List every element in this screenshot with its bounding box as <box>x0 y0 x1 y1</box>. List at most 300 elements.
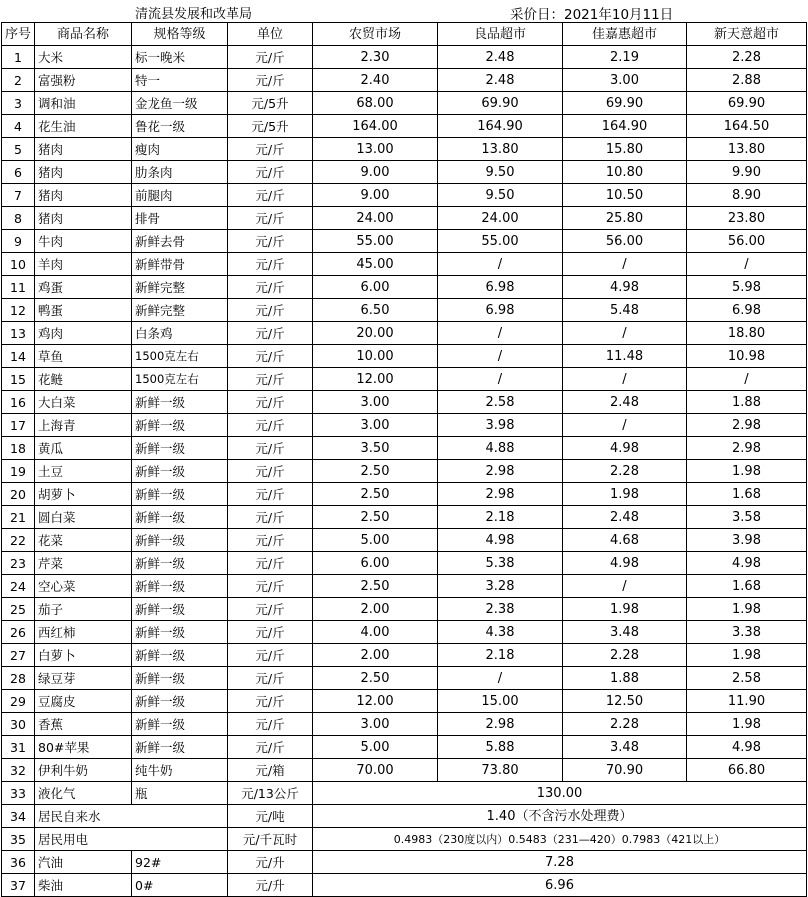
item-spec: 新鲜一级 <box>132 621 228 644</box>
item-name: 上海青 <box>35 414 132 437</box>
price-nongmao: 20.00 <box>313 322 438 345</box>
item-spec: 新鲜一级 <box>132 460 228 483</box>
price-nongmao: 2.40 <box>313 69 438 92</box>
price-xintianyi: 2.98 <box>687 437 807 460</box>
price-liangpin: / <box>438 253 563 276</box>
table-row <box>2 483 807 506</box>
price-xintianyi: 164.50 <box>687 115 807 138</box>
item-name: 花菜 <box>35 529 132 552</box>
price-jiajiahui: / <box>563 368 687 391</box>
price-liangpin: / <box>438 322 563 345</box>
header-cell: 良品超市 <box>438 23 563 46</box>
price-nongmao: 2.00 <box>313 598 438 621</box>
item-name: 芹菜 <box>35 552 132 575</box>
item-unit: 元/斤 <box>228 276 313 299</box>
price-liangpin: 9.50 <box>438 161 563 184</box>
item-spec: 新鲜一级 <box>132 529 228 552</box>
price-nongmao: 12.00 <box>313 368 438 391</box>
table-row <box>2 207 807 230</box>
price-liangpin: 2.18 <box>438 506 563 529</box>
price-jiajiahui: 5.48 <box>563 299 687 322</box>
price-jiajiahui: 70.90 <box>563 759 687 782</box>
price-liangpin: 2.48 <box>438 46 563 69</box>
table-row <box>2 414 807 437</box>
price-nongmao: 2.50 <box>313 460 438 483</box>
price-jiajiahui: 4.98 <box>563 437 687 460</box>
price-liangpin: 69.90 <box>438 92 563 115</box>
item-spec: 新鲜去骨 <box>132 230 228 253</box>
row-number: 25 <box>2 598 35 621</box>
item-spec: 标一晚米 <box>132 46 228 69</box>
price-liangpin: 5.88 <box>438 736 563 759</box>
row-number: 4 <box>2 115 35 138</box>
table-row <box>2 621 807 644</box>
table-row <box>2 874 807 897</box>
table-row <box>2 92 807 115</box>
price-nongmao: 6.00 <box>313 276 438 299</box>
price-nongmao: 2.00 <box>313 644 438 667</box>
row-number: 3 <box>2 92 35 115</box>
price-jiajiahui: / <box>563 575 687 598</box>
item-name: 大米 <box>35 46 132 69</box>
item-spec: 新鲜一级 <box>132 736 228 759</box>
item-unit: 元/斤 <box>228 621 313 644</box>
item-name: 豆腐皮 <box>35 690 132 713</box>
item-unit: 元/斤 <box>228 138 313 161</box>
row-number: 21 <box>2 506 35 529</box>
table-row <box>2 46 807 69</box>
price-xintianyi: 1.98 <box>687 460 807 483</box>
row-number: 36 <box>2 851 35 874</box>
table-row <box>2 713 807 736</box>
price-nongmao: 9.00 <box>313 161 438 184</box>
price-nongmao: 6.00 <box>313 552 438 575</box>
item-name: 猪肉 <box>35 184 132 207</box>
price-jiajiahui: 2.28 <box>563 460 687 483</box>
item-name: 花鲢 <box>35 368 132 391</box>
item-unit: 元/斤 <box>228 598 313 621</box>
item-spec: 新鲜一级 <box>132 391 228 414</box>
item-unit: 元/斤 <box>228 690 313 713</box>
item-spec: 新鲜一级 <box>132 575 228 598</box>
price-nongmao: 9.00 <box>313 184 438 207</box>
price-xintianyi: 2.28 <box>687 46 807 69</box>
price-jiajiahui: 2.19 <box>563 46 687 69</box>
row-number: 26 <box>2 621 35 644</box>
price-liangpin: 164.90 <box>438 115 563 138</box>
row-number: 10 <box>2 253 35 276</box>
item-name: 汽油 <box>35 851 132 874</box>
price-xintianyi: / <box>687 368 807 391</box>
item-unit: 元/斤 <box>228 460 313 483</box>
price-liangpin: 3.98 <box>438 414 563 437</box>
price-liangpin: 4.98 <box>438 529 563 552</box>
item-name: 香蕉 <box>35 713 132 736</box>
item-spec: 肋条肉 <box>132 161 228 184</box>
merged-price: 0.4983（230度以内）0.5483（231—420）0.7983（421以上） <box>313 828 807 851</box>
price-xintianyi: 3.58 <box>687 506 807 529</box>
item-unit: 元/千瓦时 <box>228 828 313 851</box>
header-cell: 序号 <box>2 23 35 46</box>
item-unit: 元/斤 <box>228 253 313 276</box>
row-number: 33 <box>2 782 35 805</box>
item-spec: 新鲜一级 <box>132 667 228 690</box>
row-number: 29 <box>2 690 35 713</box>
price-liangpin: 9.50 <box>438 184 563 207</box>
item-name: 猪肉 <box>35 207 132 230</box>
table-row <box>2 598 807 621</box>
row-number: 34 <box>2 805 35 828</box>
price-nongmao: 3.50 <box>313 437 438 460</box>
item-name: 羊肉 <box>35 253 132 276</box>
table-row <box>2 437 807 460</box>
table-row <box>2 115 807 138</box>
item-unit: 元/吨 <box>228 805 313 828</box>
item-spec: 纯牛奶 <box>132 759 228 782</box>
table-row <box>2 736 807 759</box>
price-xintianyi: 1.68 <box>687 575 807 598</box>
item-name: 草鱼 <box>35 345 132 368</box>
item-unit: 元/斤 <box>228 506 313 529</box>
price-xintianyi: 13.80 <box>687 138 807 161</box>
table-row <box>2 299 807 322</box>
price-jiajiahui: 164.90 <box>563 115 687 138</box>
price-jiajiahui: 3.00 <box>563 69 687 92</box>
item-spec: 排骨 <box>132 207 228 230</box>
item-spec: 新鲜带骨 <box>132 253 228 276</box>
item-spec: 新鲜完整 <box>132 276 228 299</box>
item-unit: 元/斤 <box>228 667 313 690</box>
price-jiajiahui: 11.48 <box>563 345 687 368</box>
price-nongmao: 3.00 <box>313 391 438 414</box>
item-unit: 元/斤 <box>228 644 313 667</box>
item-unit: 元/升 <box>228 874 313 897</box>
item-name: 鸡肉 <box>35 322 132 345</box>
item-name: 鸡蛋 <box>35 276 132 299</box>
price-xintianyi: 11.90 <box>687 690 807 713</box>
price-nongmao: 2.50 <box>313 575 438 598</box>
price-xintianyi: 56.00 <box>687 230 807 253</box>
header-cell: 新天意超市 <box>687 23 807 46</box>
price-nongmao: 2.50 <box>313 506 438 529</box>
price-liangpin: 2.58 <box>438 391 563 414</box>
item-unit: 元/斤 <box>228 529 313 552</box>
price-xintianyi: 1.98 <box>687 598 807 621</box>
header-cell: 商品名称 <box>35 23 132 46</box>
price-xintianyi: 2.98 <box>687 414 807 437</box>
price-liangpin: 4.88 <box>438 437 563 460</box>
price-jiajiahui: / <box>563 322 687 345</box>
price-liangpin: 3.28 <box>438 575 563 598</box>
price-xintianyi: 3.98 <box>687 529 807 552</box>
item-spec: 瓶 <box>132 782 228 805</box>
price-nongmao: 5.00 <box>313 736 438 759</box>
price-xintianyi: 6.98 <box>687 299 807 322</box>
item-spec: 金龙鱼一级 <box>132 92 228 115</box>
table-row <box>2 276 807 299</box>
item-unit: 元/斤 <box>228 483 313 506</box>
table-row <box>2 69 807 92</box>
item-unit: 元/斤 <box>228 207 313 230</box>
item-name: 花生油 <box>35 115 132 138</box>
item-name: 白萝卜 <box>35 644 132 667</box>
item-name: 胡萝卜 <box>35 483 132 506</box>
item-spec: 新鲜一级 <box>132 437 228 460</box>
title-row <box>0 0 808 22</box>
row-number: 31 <box>2 736 35 759</box>
table-row <box>2 322 807 345</box>
item-unit: 元/5升 <box>228 115 313 138</box>
price-jiajiahui: 3.48 <box>563 736 687 759</box>
table-row <box>2 230 807 253</box>
item-spec: 瘦肉 <box>132 138 228 161</box>
item-name: 柴油 <box>35 874 132 897</box>
price-xintianyi: 69.90 <box>687 92 807 115</box>
survey-date: 采价日：2021年10月11日 <box>510 7 674 23</box>
row-number: 13 <box>2 322 35 345</box>
price-nongmao: 68.00 <box>313 92 438 115</box>
row-number: 9 <box>2 230 35 253</box>
row-number: 18 <box>2 437 35 460</box>
item-unit: 元/斤 <box>228 736 313 759</box>
price-xintianyi: 2.88 <box>687 69 807 92</box>
row-number: 35 <box>2 828 35 851</box>
merged-price: 130.00 <box>313 782 807 805</box>
price-xintianyi: / <box>687 253 807 276</box>
price-xintianyi: 5.98 <box>687 276 807 299</box>
item-name: 土豆 <box>35 460 132 483</box>
item-unit: 元/13公斤 <box>228 782 313 805</box>
item-name: 80#苹果 <box>35 736 132 759</box>
price-xintianyi: 66.80 <box>687 759 807 782</box>
item-name: 圆白菜 <box>35 506 132 529</box>
price-nongmao: 24.00 <box>313 207 438 230</box>
price-liangpin: 73.80 <box>438 759 563 782</box>
row-number: 2 <box>2 69 35 92</box>
price-nongmao: 13.00 <box>313 138 438 161</box>
table-row <box>2 782 807 805</box>
row-number: 17 <box>2 414 35 437</box>
price-liangpin: 2.98 <box>438 483 563 506</box>
item-spec: 鲁花一级 <box>132 115 228 138</box>
price-jiajiahui: 15.80 <box>563 138 687 161</box>
item-spec: 新鲜一级 <box>132 552 228 575</box>
price-jiajiahui: 2.48 <box>563 391 687 414</box>
price-xintianyi: 18.80 <box>687 322 807 345</box>
price-liangpin: / <box>438 345 563 368</box>
header-cell: 农贸市场 <box>313 23 438 46</box>
item-spec: 0# <box>132 874 228 897</box>
price-xintianyi: 8.90 <box>687 184 807 207</box>
org-name: 清流县发展和改革局 <box>135 7 253 22</box>
item-unit: 元/斤 <box>228 230 313 253</box>
price-liangpin: / <box>438 667 563 690</box>
table-row <box>2 529 807 552</box>
price-liangpin: 13.80 <box>438 138 563 161</box>
item-spec: 新鲜一级 <box>132 713 228 736</box>
table-row <box>2 805 807 828</box>
price-jiajiahui: 1.98 <box>563 483 687 506</box>
price-nongmao: 55.00 <box>313 230 438 253</box>
item-unit: 元/斤 <box>228 368 313 391</box>
row-number: 19 <box>2 460 35 483</box>
table-row <box>2 253 807 276</box>
item-name: 居民用电 <box>35 828 228 851</box>
row-number: 20 <box>2 483 35 506</box>
item-name: 猪肉 <box>35 138 132 161</box>
row-number: 32 <box>2 759 35 782</box>
special-rows <box>2 782 807 897</box>
price-liangpin: 6.98 <box>438 276 563 299</box>
item-spec: 新鲜一级 <box>132 644 228 667</box>
price-jiajiahui: / <box>563 414 687 437</box>
price-nongmao: 70.00 <box>313 759 438 782</box>
price-jiajiahui: 4.98 <box>563 276 687 299</box>
price-jiajiahui: 4.98 <box>563 552 687 575</box>
price-liangpin: 2.98 <box>438 460 563 483</box>
price-nongmao: 6.50 <box>313 299 438 322</box>
price-xintianyi: 1.98 <box>687 644 807 667</box>
item-name: 西红柿 <box>35 621 132 644</box>
table-row <box>2 690 807 713</box>
price-xintianyi: 10.98 <box>687 345 807 368</box>
row-number: 37 <box>2 874 35 897</box>
row-number: 23 <box>2 552 35 575</box>
item-spec: 1500克左右 <box>132 345 228 368</box>
item-name: 液化气 <box>35 782 132 805</box>
price-jiajiahui: 1.88 <box>563 667 687 690</box>
price-liangpin: 4.38 <box>438 621 563 644</box>
item-name: 空心菜 <box>35 575 132 598</box>
price-liangpin: / <box>438 368 563 391</box>
item-unit: 元/斤 <box>228 161 313 184</box>
price-jiajiahui: 56.00 <box>563 230 687 253</box>
item-name: 猪肉 <box>35 161 132 184</box>
row-number: 11 <box>2 276 35 299</box>
table-row <box>2 138 807 161</box>
item-name: 黄瓜 <box>35 437 132 460</box>
row-number: 1 <box>2 46 35 69</box>
price-liangpin: 2.48 <box>438 69 563 92</box>
merged-price: 7.28 <box>313 851 807 874</box>
price-nongmao: 5.00 <box>313 529 438 552</box>
row-number: 6 <box>2 161 35 184</box>
item-unit: 元/斤 <box>228 345 313 368</box>
price-jiajiahui: 12.50 <box>563 690 687 713</box>
item-name: 大白菜 <box>35 391 132 414</box>
price-jiajiahui: 10.80 <box>563 161 687 184</box>
header-cell: 佳嘉惠超市 <box>563 23 687 46</box>
table-row <box>2 184 807 207</box>
table-body <box>2 23 807 782</box>
item-spec: 新鲜一级 <box>132 598 228 621</box>
price-liangpin: 15.00 <box>438 690 563 713</box>
price-nongmao: 3.00 <box>313 414 438 437</box>
price-liangpin: 2.98 <box>438 713 563 736</box>
price-table <box>1 22 807 897</box>
row-number: 30 <box>2 713 35 736</box>
table-row <box>2 391 807 414</box>
item-spec: 新鲜完整 <box>132 299 228 322</box>
price-xintianyi: 4.98 <box>687 736 807 759</box>
item-unit: 元/斤 <box>228 322 313 345</box>
table-row <box>2 345 807 368</box>
price-xintianyi: 23.80 <box>687 207 807 230</box>
price-xintianyi: 1.88 <box>687 391 807 414</box>
table-row <box>2 667 807 690</box>
header-cell: 单位 <box>228 23 313 46</box>
price-xintianyi: 1.68 <box>687 483 807 506</box>
table-row <box>2 575 807 598</box>
item-spec: 特一 <box>132 69 228 92</box>
price-nongmao: 164.00 <box>313 115 438 138</box>
row-number: 7 <box>2 184 35 207</box>
price-nongmao: 3.00 <box>313 713 438 736</box>
price-jiajiahui: 2.48 <box>563 506 687 529</box>
row-number: 14 <box>2 345 35 368</box>
item-unit: 元/5升 <box>228 92 313 115</box>
row-number: 5 <box>2 138 35 161</box>
price-liangpin: 2.18 <box>438 644 563 667</box>
price-liangpin: 24.00 <box>438 207 563 230</box>
table-row <box>2 161 807 184</box>
row-number: 15 <box>2 368 35 391</box>
item-spec: 新鲜一级 <box>132 483 228 506</box>
item-name: 茄子 <box>35 598 132 621</box>
item-unit: 元/斤 <box>228 184 313 207</box>
row-number: 12 <box>2 299 35 322</box>
header-row <box>2 23 807 46</box>
item-unit: 元/斤 <box>228 552 313 575</box>
table-row <box>2 552 807 575</box>
price-nongmao: 2.50 <box>313 483 438 506</box>
price-jiajiahui: 3.48 <box>563 621 687 644</box>
row-number: 24 <box>2 575 35 598</box>
price-liangpin: 5.38 <box>438 552 563 575</box>
item-name: 居民自来水 <box>35 805 228 828</box>
price-xintianyi: 1.98 <box>687 713 807 736</box>
price-jiajiahui: 1.98 <box>563 598 687 621</box>
item-unit: 元/斤 <box>228 391 313 414</box>
price-nongmao: 45.00 <box>313 253 438 276</box>
price-nongmao: 4.00 <box>313 621 438 644</box>
item-unit: 元/斤 <box>228 437 313 460</box>
item-name: 富强粉 <box>35 69 132 92</box>
table-row <box>2 368 807 391</box>
item-unit: 元/斤 <box>228 299 313 322</box>
header-cell: 规格等级 <box>132 23 228 46</box>
price-liangpin: 6.98 <box>438 299 563 322</box>
price-jiajiahui: 4.68 <box>563 529 687 552</box>
price-xintianyi: 3.38 <box>687 621 807 644</box>
table-row <box>2 460 807 483</box>
row-number: 8 <box>2 207 35 230</box>
row-number: 27 <box>2 644 35 667</box>
item-unit: 元/升 <box>228 851 313 874</box>
item-spec: 新鲜一级 <box>132 414 228 437</box>
table-row <box>2 759 807 782</box>
item-spec: 新鲜一级 <box>132 690 228 713</box>
price-xintianyi: 4.98 <box>687 552 807 575</box>
item-name: 伊利牛奶 <box>35 759 132 782</box>
row-number: 16 <box>2 391 35 414</box>
item-spec: 白条鸡 <box>132 322 228 345</box>
table-row <box>2 506 807 529</box>
price-nongmao: 2.50 <box>313 667 438 690</box>
item-spec: 1500克左右 <box>132 368 228 391</box>
item-unit: 元/斤 <box>228 69 313 92</box>
price-xintianyi: 9.90 <box>687 161 807 184</box>
